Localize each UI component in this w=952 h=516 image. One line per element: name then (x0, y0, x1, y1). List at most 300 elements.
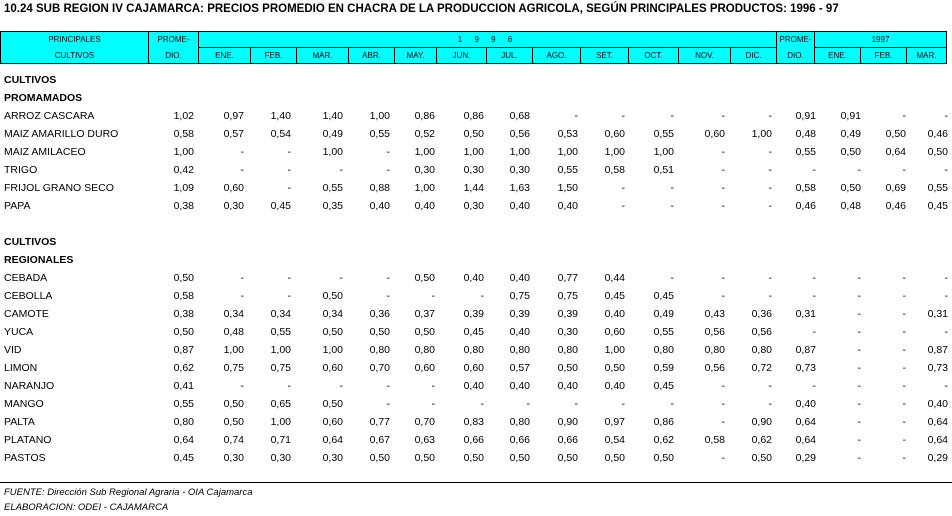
table-cell: - (670, 272, 674, 284)
table-cell: 0,46 (927, 128, 948, 140)
table-cell: - (768, 164, 772, 176)
table-cell: 0,77 (557, 272, 578, 284)
table-cell: - (768, 290, 772, 302)
header-month: ENE. (815, 48, 861, 64)
table-cell: - (857, 272, 861, 284)
table-cell: - (768, 398, 772, 410)
table-cell: 0,39 (463, 308, 484, 320)
table-cell: 0,80 (751, 344, 772, 356)
table-cell: - (768, 380, 772, 392)
table-row (0, 161, 952, 179)
table-cell: - (944, 164, 948, 176)
table-cell: 0,50 (840, 182, 861, 194)
table-cell: 0,50 (369, 326, 390, 338)
table-cell: 0,30 (463, 200, 484, 212)
table-cell: - (287, 290, 291, 302)
table-cell: 0,54 (604, 434, 625, 446)
crop-label: PALTA (4, 416, 35, 428)
table-cell: 0,64 (927, 416, 948, 428)
table-cell: - (721, 110, 725, 122)
table-cell: - (902, 416, 906, 428)
header-month: ENE. (199, 48, 251, 64)
header-month: AGO. (533, 48, 581, 64)
table-cell: 1,00 (369, 110, 390, 122)
table-cell: - (902, 272, 906, 284)
table-cell: 0,91 (795, 110, 816, 122)
table-cell: - (857, 290, 861, 302)
table-cell: 0,40 (463, 380, 484, 392)
table-cell: - (386, 380, 390, 392)
table-cell: 1,00 (604, 146, 625, 158)
table-cell: - (621, 200, 625, 212)
table-cell: 0,30 (223, 200, 244, 212)
table-cell: - (721, 200, 725, 212)
table-cell: - (670, 182, 674, 194)
table-cell: 0,30 (557, 326, 578, 338)
table-cell: - (768, 182, 772, 194)
table-cell: - (902, 452, 906, 464)
table-cell: - (857, 308, 861, 320)
table-cell: 1,00 (751, 128, 772, 140)
table-cell: 0,35 (322, 200, 343, 212)
table-cell: 1,00 (653, 146, 674, 158)
header-principales: PRINCIPALES (1, 32, 149, 48)
header-month: FEB. (251, 48, 297, 64)
crop-label: CEBOLLA (4, 290, 53, 302)
table-cell: - (902, 164, 906, 176)
table-cell: 0,36 (369, 308, 390, 320)
table-row (0, 143, 952, 161)
table-cell: - (944, 326, 948, 338)
table-cell: - (857, 398, 861, 410)
table-cell: 0,50 (653, 452, 674, 464)
header-promedio-1997-bottom: DIO. (777, 48, 815, 64)
table-cell: - (339, 380, 343, 392)
table-cell: 0,48 (223, 326, 244, 338)
table-cell: 0,57 (509, 362, 530, 374)
table-cell: 1,44 (463, 182, 484, 194)
table-cell: 0,40 (604, 380, 625, 392)
table-cell: 0,97 (223, 110, 244, 122)
table-cell: - (287, 272, 291, 284)
table-row (0, 71, 952, 89)
table-cell: - (902, 434, 906, 446)
table-cell: - (721, 452, 725, 464)
header-month: FEB. (861, 48, 907, 64)
table-cell: 0,88 (369, 182, 390, 194)
table-cell: 1,09 (173, 182, 194, 194)
table-cell: 0,43 (704, 308, 725, 320)
table-cell: 0,50 (604, 452, 625, 464)
table-cell: 0,40 (509, 272, 530, 284)
crop-label: FRIJOL GRANO SECO (4, 182, 114, 194)
crop-label: PLATANO (4, 434, 52, 446)
table-cell: 0,52 (414, 128, 435, 140)
table-cell: - (287, 164, 291, 176)
table-cell: 0,87 (795, 344, 816, 356)
table-cell: - (721, 146, 725, 158)
table-cell: 0,49 (653, 308, 674, 320)
table-cell: 0,45 (604, 290, 625, 302)
crop-label: NARANJO (4, 380, 55, 392)
table-cell: 0,58 (604, 164, 625, 176)
table-cell: 0,59 (653, 362, 674, 374)
table-cell: - (857, 452, 861, 464)
table-cell: - (621, 110, 625, 122)
table-cell: 0,57 (223, 128, 244, 140)
table-cell: 0,40 (509, 380, 530, 392)
crop-label: MANGO (4, 398, 44, 410)
table-cell: 0,45 (463, 326, 484, 338)
table-cell: - (721, 290, 725, 302)
table-cell: 0,45 (270, 200, 291, 212)
table-cell: - (768, 272, 772, 284)
table-cell: 0,38 (173, 200, 194, 212)
header-month: OCT. (629, 48, 679, 64)
table-cell: 0,30 (322, 452, 343, 464)
table-cell: - (857, 344, 861, 356)
table-cell: - (526, 398, 530, 410)
table-cell: - (902, 110, 906, 122)
table-cell: 0,45 (927, 200, 948, 212)
table-cell: 0,49 (322, 128, 343, 140)
table-cell: 0,75 (223, 362, 244, 374)
table-cell: 0,62 (173, 362, 194, 374)
table-cell: 0,55 (653, 326, 674, 338)
table-cell: - (812, 164, 816, 176)
table-cell: 0,75 (270, 362, 291, 374)
table-cell: 0,80 (173, 416, 194, 428)
table-cell: 0,62 (653, 434, 674, 446)
header-month: SET. (581, 48, 629, 64)
section-label: CULTIVOS (4, 74, 57, 86)
header-promedio-1997-top: PROME- (777, 32, 815, 48)
table-cell: - (287, 182, 291, 194)
table-cell: 0,60 (463, 362, 484, 374)
table-cell: 0,46 (795, 200, 816, 212)
table-cell: 0,75 (557, 290, 578, 302)
crop-label: YUCA (4, 326, 34, 338)
table-cell: - (480, 398, 484, 410)
table-cell: 0,30 (270, 452, 291, 464)
table-cell: 0,70 (414, 416, 435, 428)
header-month: MAR. (297, 48, 349, 64)
table-cell: - (621, 182, 625, 194)
table-body (0, 71, 952, 467)
table-cell: 0,60 (322, 416, 343, 428)
table-cell: 0,50 (463, 128, 484, 140)
table-cell: - (812, 380, 816, 392)
table-cell: - (431, 380, 435, 392)
table-cell: 1,63 (509, 182, 530, 194)
table-cell: 0,54 (270, 128, 291, 140)
table-row (0, 305, 952, 323)
table-cell: 0,50 (509, 452, 530, 464)
table-cell: 0,58 (795, 182, 816, 194)
crop-label: PASTOS (4, 452, 46, 464)
table-cell: - (721, 416, 725, 428)
table-cell: 1,00 (270, 344, 291, 356)
table-cell: 0,40 (509, 326, 530, 338)
table-cell: - (287, 146, 291, 158)
table-cell: - (944, 290, 948, 302)
crop-label: MAIZ AMILACEO (4, 146, 86, 158)
table-cell: 1,00 (223, 344, 244, 356)
table-cell: - (768, 146, 772, 158)
footer-fuente: FUENTE: Dirección Sub Regional Agraria - OIA Cajamarca (4, 487, 253, 498)
table-row (0, 413, 952, 431)
table-cell: 0,37 (414, 308, 435, 320)
table-cell: - (670, 110, 674, 122)
table-row (0, 377, 952, 395)
table-cell: - (902, 290, 906, 302)
table-cell: 0,74 (223, 434, 244, 446)
crop-label: TRIGO (4, 164, 38, 176)
table-header (0, 31, 947, 64)
table-cell: 0,45 (653, 290, 674, 302)
table-cell: - (386, 164, 390, 176)
table-cell: 0,64 (927, 434, 948, 446)
table-cell: 0,40 (557, 380, 578, 392)
table-row (0, 215, 952, 233)
table-cell: 0,40 (927, 398, 948, 410)
table-cell: 0,62 (751, 434, 772, 446)
table-cell: 0,55 (795, 146, 816, 158)
header-promedio-top: PROME- (149, 32, 199, 48)
table-cell: 0,34 (223, 308, 244, 320)
table-cell: - (944, 110, 948, 122)
table-cell: - (857, 362, 861, 374)
table-cell: 0,51 (653, 164, 674, 176)
table-cell: 0,40 (795, 398, 816, 410)
table-cell: 0,29 (927, 452, 948, 464)
table-cell: 0,50 (840, 146, 861, 158)
section-label: PROMAMADOS (4, 92, 83, 104)
table-cell: 0,64 (322, 434, 343, 446)
table-cell: 0,72 (751, 362, 772, 374)
table-cell: - (902, 398, 906, 410)
table-cell: 0,86 (463, 110, 484, 122)
table-cell: 0,50 (557, 362, 578, 374)
header-promedio-bottom: DIO. (149, 48, 199, 64)
table-cell: 0,64 (795, 416, 816, 428)
table-cell: 0,80 (557, 344, 578, 356)
table-cell: 0,80 (463, 344, 484, 356)
table-cell: - (857, 416, 861, 428)
table-cell: 0,55 (369, 128, 390, 140)
table-cell: 0,83 (463, 416, 484, 428)
table-cell: 0,69 (885, 182, 906, 194)
table-cell: 0,91 (840, 110, 861, 122)
table-cell: - (857, 434, 861, 446)
table-cell: 0,40 (463, 272, 484, 284)
header-month: JUN. (437, 48, 487, 64)
table-cell: 0,64 (795, 434, 816, 446)
table-cell: 0,29 (795, 452, 816, 464)
crop-label: CEBADA (4, 272, 48, 284)
table-cell: - (902, 308, 906, 320)
table-cell: - (240, 290, 244, 302)
table-cell: 0,56 (751, 326, 772, 338)
table-cell: 0,70 (369, 362, 390, 374)
table-cell: 0,50 (223, 416, 244, 428)
table-cell: 0,30 (509, 164, 530, 176)
table-cell: 0,56 (509, 128, 530, 140)
table-cell: - (812, 272, 816, 284)
table-cell: 0,40 (509, 200, 530, 212)
table-cell: 0,40 (414, 200, 435, 212)
table-row (0, 233, 952, 251)
table-row (0, 89, 952, 107)
table-cell: 0,55 (557, 164, 578, 176)
table-cell: - (944, 380, 948, 392)
table-cell: - (621, 398, 625, 410)
table-cell: 0,80 (509, 344, 530, 356)
table-cell: 0,60 (414, 362, 435, 374)
table-cell: - (431, 290, 435, 302)
table-row (0, 107, 952, 125)
table-cell: 0,55 (270, 326, 291, 338)
table-cell: 1,00 (463, 146, 484, 158)
table-cell: 0,56 (704, 362, 725, 374)
table-cell: 0,77 (369, 416, 390, 428)
table-cell: 0,55 (173, 398, 194, 410)
table-cell: 0,50 (223, 398, 244, 410)
table-cell: 0,63 (414, 434, 435, 446)
table-cell: 0,73 (795, 362, 816, 374)
table-cell: 1,00 (270, 416, 291, 428)
table-cell: 0,39 (509, 308, 530, 320)
table-row (0, 125, 952, 143)
table-cell: 0,31 (927, 308, 948, 320)
table-cell: 1,40 (270, 110, 291, 122)
header-year-1996: 1 9 9 6 (199, 32, 777, 48)
table-cell: 0,58 (173, 290, 194, 302)
table-cell: 0,66 (463, 434, 484, 446)
table-cell: - (670, 200, 674, 212)
table-row (0, 269, 952, 287)
table-cell: - (857, 380, 861, 392)
table-cell: 0,56 (704, 326, 725, 338)
table-cell: 0,90 (751, 416, 772, 428)
table-cell: 0,86 (653, 416, 674, 428)
table-cell: 0,58 (704, 434, 725, 446)
table-cell: 0,67 (369, 434, 390, 446)
table-cell: 0,48 (840, 200, 861, 212)
crop-label: PAPA (4, 200, 31, 212)
table-cell: 0,50 (322, 398, 343, 410)
table-cell: 0,50 (173, 326, 194, 338)
table-row (0, 395, 952, 413)
header-month: NOV. (679, 48, 731, 64)
header-month: ABR. (349, 48, 395, 64)
table-cell: - (857, 164, 861, 176)
table-cell: 1,00 (509, 146, 530, 158)
table-cell: 0,49 (840, 128, 861, 140)
table-cell: 0,50 (557, 452, 578, 464)
table-cell: 1,00 (557, 146, 578, 158)
table-cell: 0,86 (414, 110, 435, 122)
table-cell: 0,50 (885, 128, 906, 140)
table-cell: 0,97 (604, 416, 625, 428)
table-cell: 0,40 (604, 308, 625, 320)
table-row (0, 431, 952, 449)
table-cell: 0,55 (653, 128, 674, 140)
table-cell: - (812, 290, 816, 302)
table-cell: 0,60 (704, 128, 725, 140)
table-cell: 1,00 (604, 344, 625, 356)
table-cell: 0,71 (270, 434, 291, 446)
header-month: JUL. (487, 48, 533, 64)
table-cell: 0,73 (927, 362, 948, 374)
table-row (0, 341, 952, 359)
table-cell: - (768, 110, 772, 122)
table-cell: 0,80 (704, 344, 725, 356)
table-cell: 0,65 (270, 398, 291, 410)
table-cell: 0,42 (173, 164, 194, 176)
table-cell: - (721, 182, 725, 194)
table-cell: 0,40 (369, 200, 390, 212)
table-cell: 0,90 (557, 416, 578, 428)
table-cell: 0,55 (927, 182, 948, 194)
table-row (0, 251, 952, 269)
table-cell: - (240, 272, 244, 284)
table-cell: - (902, 344, 906, 356)
table-cell: 0,64 (173, 434, 194, 446)
table-cell: - (386, 272, 390, 284)
table-cell: 0,31 (795, 308, 816, 320)
section-label: REGIONALES (4, 254, 74, 266)
table-cell: 0,80 (414, 344, 435, 356)
header-month: MAY. (395, 48, 437, 64)
table-cell: - (857, 326, 861, 338)
footer-elaboracion: ELABORACION: ODEI - CAJAMARCA (4, 502, 169, 513)
table-cell: 0,87 (173, 344, 194, 356)
crop-label: MAIZ AMARILLO DURO (4, 128, 119, 140)
table-cell: - (812, 326, 816, 338)
table-cell: - (240, 380, 244, 392)
crop-label: CAMOTE (4, 308, 49, 320)
table-cell: 0,60 (322, 362, 343, 374)
table-cell: - (480, 290, 484, 302)
header-month: DIC. (731, 48, 777, 64)
table-cell: - (721, 272, 725, 284)
table-cell: 0,38 (173, 308, 194, 320)
table-cell: 0,53 (557, 128, 578, 140)
table-cell: 0,50 (604, 362, 625, 374)
table-cell: 0,41 (173, 380, 194, 392)
table-cell: - (721, 398, 725, 410)
table-cell: 0,66 (509, 434, 530, 446)
table-row (0, 359, 952, 377)
table-cell: 1,40 (322, 110, 343, 122)
table-cell: - (386, 290, 390, 302)
table-cell: 0,36 (751, 308, 772, 320)
table-cell: 0,30 (414, 164, 435, 176)
table-cell: 1,00 (322, 146, 343, 158)
table-cell: - (386, 398, 390, 410)
crop-label: ARROZ CASCARA (4, 110, 95, 122)
table-cell: - (339, 164, 343, 176)
table-cell: - (240, 164, 244, 176)
table-cell: 0,75 (509, 290, 530, 302)
table-cell: - (240, 146, 244, 158)
table-cell: 0,45 (173, 452, 194, 464)
table-row (0, 449, 952, 467)
crop-label: LIMON (4, 362, 38, 374)
table-cell: - (902, 380, 906, 392)
header-month: MAR. (907, 48, 947, 64)
